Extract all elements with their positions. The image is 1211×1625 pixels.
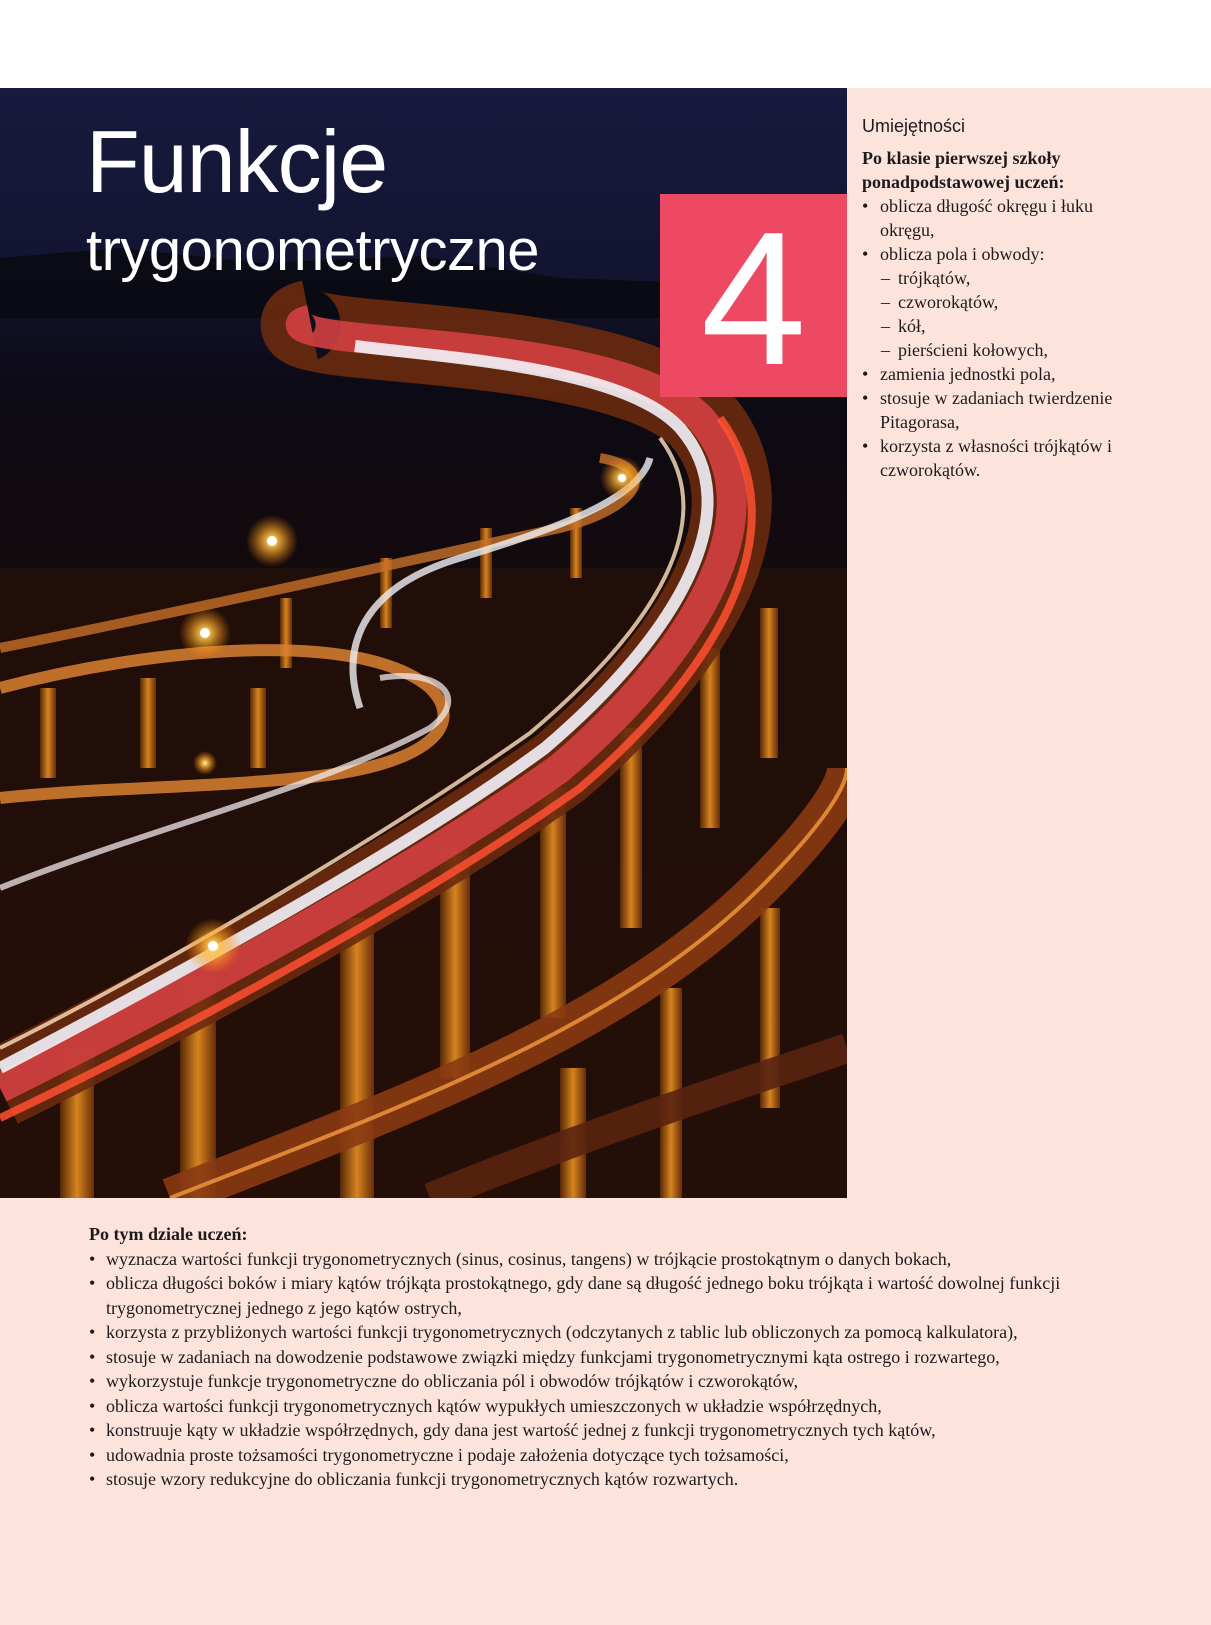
- learning-outcomes: [89, 1222, 1189, 1492]
- skill-item: • zamienia jednostki pola,: [862, 362, 1202, 386]
- skills-intro: Po klasie pierwszej szkoły ponadpodstawowej uczeń:: [862, 148, 1065, 192]
- skill-item: • stosuje w zadaniach twierdzenie Pitagorasa,: [862, 386, 1150, 434]
- skill-item: • oblicza pola i obwody:: [862, 242, 1202, 266]
- outcome-item: • konstruuje kąty w układzie współrzędnych, gdy dana jest wartość jednej z funkcji trygonometrycznych tych kątów,: [89, 1418, 1189, 1443]
- outcome-item: • korzysta z przybliżonych wartości funkcji trygonometrycznych (odczytanych z tablic lub obliczonych za pomocą kalkulatora),: [89, 1320, 1189, 1345]
- outcome-item: • wyznacza wartości funkcji trygonometrycznych (sinus, cosinus, tangens) w trójkącie prostokątnym o danych bokach,: [89, 1247, 1189, 1272]
- skills-heading: Umiejętności: [862, 116, 966, 136]
- skills-list: [862, 194, 1202, 482]
- outcome-item: • oblicza wartości funkcji trygonometrycznych kątów wypukłych umieszczonych w układzie współrzędnych,: [89, 1394, 1189, 1419]
- outcome-item: • udowadnia proste tożsamości trygonometryczne i podaje założenia dotyczące tych tożsamości,: [89, 1443, 1189, 1468]
- prerequisite-skills: [862, 116, 1202, 482]
- chapter-number: 4: [700, 193, 807, 405]
- skill-item: • oblicza długość okręgu i łuku okręgu,: [862, 194, 1150, 242]
- skill-subitem: – kół,: [862, 314, 1202, 338]
- outcome-item: • oblicza długości boków i miary kątów trójkąta prostokątnego, gdy dane są długość jednego boku trójkąta i wartość dowolnej funkcji trygonometrycznej jednego z jego kątów ostrych,: [89, 1271, 1101, 1320]
- chapter-number-box: [660, 193, 847, 405]
- chapter-title: Funkcje: [86, 112, 388, 211]
- skill-subitem: – trójkątów,: [862, 266, 1202, 290]
- outcome-item: • stosuje wzory redukcyjne do obliczania funkcji trygonometrycznych kątów rozwartych.: [89, 1467, 1189, 1492]
- skill-item: • korzysta z własności trójkątów i czworokątów.: [862, 434, 1150, 482]
- chapter-subtitle: trygonometryczne: [86, 218, 539, 283]
- outcomes-heading: Po tym dziale uczeń:: [89, 1224, 248, 1244]
- page-top-margin: [0, 0, 1211, 88]
- skill-subitem: – czworokątów,: [862, 290, 1202, 314]
- outcomes-list: [89, 1247, 1189, 1492]
- outcome-item: • wykorzystuje funkcje trygonometryczne do obliczania pól i obwodów trójkątów i czworokątów,: [89, 1369, 1189, 1394]
- outcome-item: • stosuje w zadaniach na dowodzenie podstawowe związki między funkcjami trygonometrycznymi kąta ostrego i rozwartego,: [89, 1345, 1189, 1370]
- skill-subitem: – pierścieni kołowych,: [862, 338, 1202, 362]
